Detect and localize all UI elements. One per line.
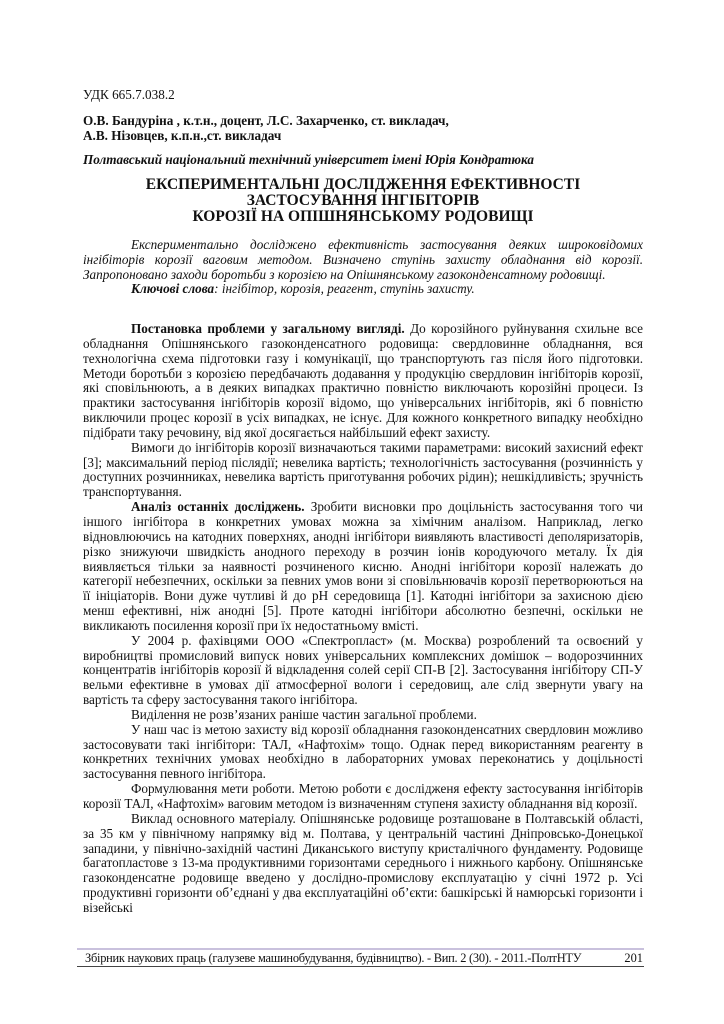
journal-citation: Збірник наукових праць (галузеве машинобудування, будівництво). - Вип. 2 (30). - 2011.-ПолтНТУ (85, 951, 582, 965)
paragraph-problem: Постановка проблеми у загальному вигляді. До корозійного руйнування схильне все обладнання Опішнянського газоконденсатного родовища: свердловинне обладнання, вся технологічна схема підготовки газу і комунікації, що транспортують газ після його підготовки. Методи боротьби з корозією передбачають додавання у продукцію свердловин інгібіторів корозії, які сповільнюють, а в деяких випадках практично повністю виключають корозійні процеси. Із практики застосування інгібіторів корозії відомо, що універсальних інгібіторів, які б повністю виключили процес корозії в усіх випадках, не існує. Для кожного конкретного випадку необхідно підібрати таку речовину, від якої досягається найбільший ефект захисту. (83, 321, 643, 440)
abstract-text: Експериментально досліджено ефективність застосування деяких широковідомих інгібіторів корозії ваговим методом. Визначено ступінь захисту обладнання від корозії. Запропоновано заходи боротьби з корозією на Опішнянському газоконденсатному родовищі. (83, 237, 643, 282)
heading-analysis: Аналіз останніх досліджень. (131, 499, 305, 515)
authors (83, 113, 449, 143)
body-text (83, 322, 643, 916)
paragraph-main-material: Виклад основного матеріалу. Опішнянське родовище розташоване в Полтавській області, за 35 км у північному напрямку від м. Полтава, у центральній частині Дніпровсько-Донецької западини, у північно-західній частині Диканського виступу кристалічного фундаменту. Родовище багатопластове з 13-ма продуктивними горизонтами середнього і нижнього карбону. Опішнянське газоконденсатне родовище введено у дослідно-промислову експлуатацію у січні 1972 р. Усі продуктивні горизонти об’єднані у два експлуатаційні об’єкти: башкірські й намюрські горизонти і візейські (83, 810, 643, 915)
heading-problem: Постановка проблеми у загальному вигляді. (131, 321, 405, 336)
keywords (83, 282, 643, 297)
page-number: 201 (624, 951, 643, 965)
paragraph-spectroplast: У 2004 р. фахівцями ООО «Спектропласт» (м. Москва) розроблений та освоєний у виробництві промисловий випуск нових універсальних комплексних домішок – водорозчинних концентратів інгібіторів корозії й відкладення солей серії СП-В [2]. Застосування інгібітору СП-У вельми ефективне в умовах дії атмосферної вологи і середовищ, але слід звернути увагу на вартість та сферу застосування такого інгібітора. (83, 632, 643, 708)
footer-divider-bottom (77, 966, 644, 967)
udk-code: УДК 665.7.038.2 (83, 87, 175, 102)
paragraph-goal: Формулювання мети роботи. Метою роботи є дослідженя ефекту застосування інгібіторів корозії ТАЛ, «Нафтохім» ваговим методом із визначенням ступеня захисту обладнання від корозії. (83, 781, 643, 811)
title-line-2: ЗАСТОСУВАННЯ ІНГІБІТОРІВ (246, 192, 480, 209)
authors-line-2: А.В. Нізовцев, к.п.н.,ст. викладач (83, 128, 282, 143)
abstract (83, 238, 643, 297)
paragraph-analysis: Аналіз останніх досліджень. Зробити висновки про доцільність застосування того чи іншого інгібітора в конкретних умовах можна за хімічним аналізом. Наприклад, легко відновлюючись на катодних поверхнях, анодні інгібітори виявляють властивості деполяризаторів, різко знижуючи швидкість анодного переходу в розчин іонів кородуючого металу. Їх дія виявляється тільки за наявності розчиненого кисню. Анодні інгібітори корозії належать до категорії небезпечних, оскільки за певних умов вони зі сповільнювачів корозії перетворюються на її ініціаторів. Вони дуже чутливі й до pH середовища [1]. Катодні інгібітори за захисною дією менш ефективні, ніж анодні [5]. Проте катодні інгібітори абсолютно безпечні, оскільки не викликають посилення корозії при їх недостатньому вмісті. (83, 499, 643, 633)
authors-line-1: О.В. Бандуріна , к.т.н., доцент, Л.С. Захарченко, ст. викладач, (83, 113, 449, 128)
paper-title (83, 177, 643, 225)
paragraph-unsolved: Виділення не розв’язаних раніше частин загальної проблеми. (131, 706, 477, 722)
affiliation: Полтавський національний технічний університет імені Юрія Кондратюка (83, 152, 534, 167)
title-line-1: ЕКСПЕРИМЕНТАЛЬНІ ДОСЛІДЖЕННЯ ЕФЕКТИВНОСТІ (145, 176, 581, 193)
paragraph-requirements: Вимоги до інгібіторів корозії визначаються такими параметрами: високий захисний ефект [3]; максимальний період післядії; невелика вартість; технологічність застосування (розчинність у доступних розчинниках, невелика вартість приготування робочих рідин); нешкідливість; зручність транспортування. (83, 439, 643, 500)
keywords-list: : інгібітор, корозія, реагент, ступінь захисту. (214, 281, 475, 297)
footer-divider-top (77, 948, 644, 950)
keywords-label: Ключові слова (131, 281, 215, 297)
paragraph-inhibitors: У наш час із метою захисту від корозії обладнання газоконденсатних свердловин можливо застосовувати такі інгібітори: ТАЛ, «Нафтохім» тощо. Однак перед використанням реагенту в конкретних технічних умовах необхідно в лабораторних умовах переконатись у доцільності застосування певного інгібітора. (83, 721, 643, 782)
title-line-3: КОРОЗІЇ НА ОПІШНЯНСЬКОМУ РОДОВИЩІ (192, 208, 534, 225)
